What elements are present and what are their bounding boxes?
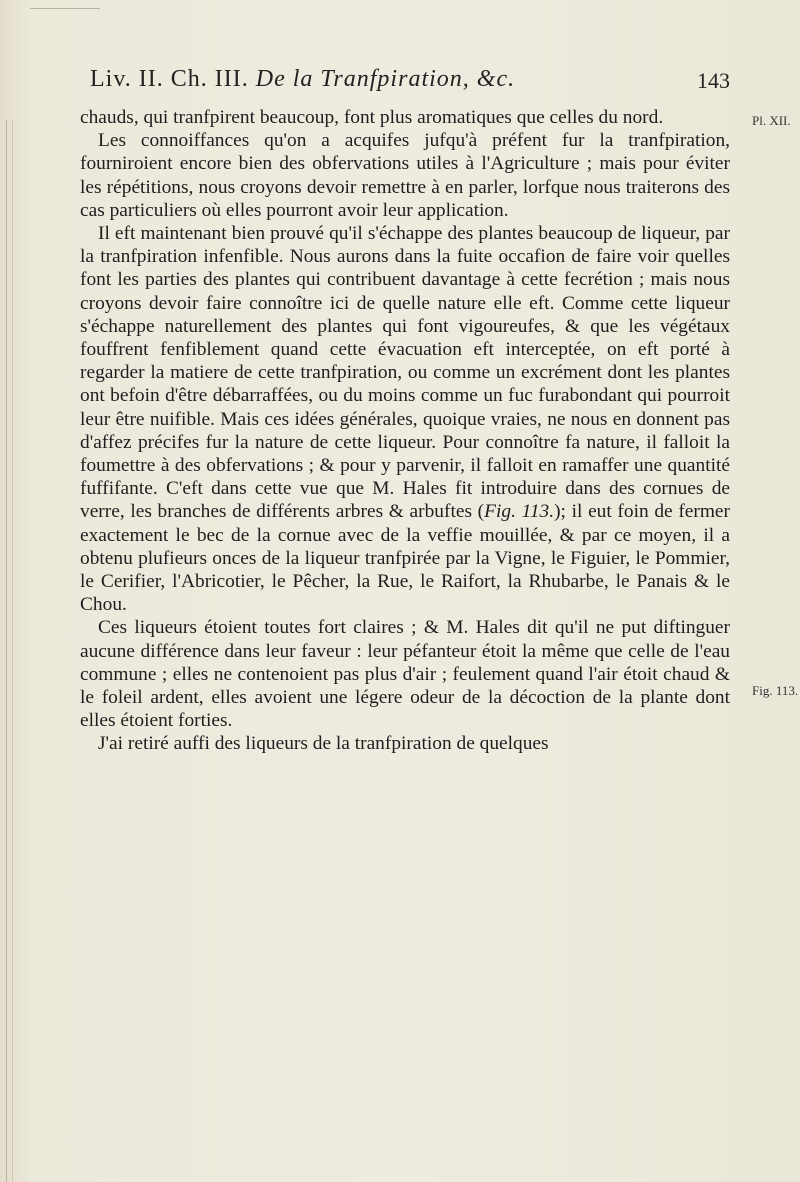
paragraph (80, 222, 730, 616)
margin-note-figure: Fig. 113. (752, 683, 799, 698)
figure-reference: Fig. 113. (484, 501, 555, 523)
running-head (90, 66, 515, 93)
paragraph: J'ai retiré auffi des liqueurs de la tranfpiration de quelques (98, 733, 549, 755)
paragraph-text: ); il eut foin de fermer exactement le bec de la cornue avec de la veffie mouillée, & par ce moyen, il a obtenu plufieurs onces de la liqueur tranfpirée par la Vigne, le Figuier, le Pommier, le Cerifier, l'Abricotier, le Pêcher, la Rue, le Raifort, la Rhubarbe, le Panais & le Chou. (80, 501, 730, 616)
gutter-line (6, 120, 7, 1182)
paragraph: Ces liqueurs étoient toutes fort claires ; & M. Hales dit qu'il ne put diftinguer aucune différence dans leur faveur : leur péfanteur étoit la même que celle de l'eau commune ; elles ne contenoient pas plus d'air ; feulement quand l'air étoit chaud & le foleil ardent, elles avoient une légere odeur de la décoction de la plante dont elles étoient forties. (80, 617, 730, 732)
margin-note-plate: Pl. XII. (752, 113, 791, 128)
page-number: 143 (697, 68, 730, 93)
running-head-text: Liv. II. Ch. III. (90, 66, 249, 92)
running-title: De la Tranfpiration, &c. (255, 66, 516, 92)
body-text (80, 106, 730, 756)
paragraph-text: Il eft maintenant bien prouvé qu'il s'échappe des plantes beaucoup de liqueur, par la tranfpiration infenfible. Nous aurons dans la fuite occafion de faire voir quelles font les parties des plantes qui contribuent davantage à cette fecrétion ; mais nous croyons devoir faire connoître ici de quelle nature elle eft. Comme cette liqueur s'échappe naturellement des plantes qui font vigoureufes, & que les végétaux fouffrent fenfiblement quand cette évacuation eft interceptée, on eft porté à regarder la matiere de cette tranfpiration, ou comme un excrément dont les plantes ont befoin d'être débarraffées, ou du moins comme un fuc furabondant qui pourroit leur être nuifible. Mais ces idées générales, quoique vraies, ne nous en donnent pas d'affez précifes fur la nature de cette liqueur. Pour connoître fa nature, il falloit la foumettre à des obfervations ; & pour y parvenir, il falloit en ramaffer une quantité fuffifante. C'eft dans cette vue que M. Hales fit introduire dans des cornues de verre, les branches de différents arbres & arbuftes ( (80, 223, 730, 523)
paragraph: chauds, qui tranfpirent beaucoup, font plus aromatiques que celles du nord. (80, 107, 664, 128)
paragraph: Les connoiffances qu'on a acquifes jufqu'à préfent fur la tranfpiration, fourniroient encore bien des obfervations utiles à l'Agriculture ; mais pour éviter les répétitions, nous croyons devoir remettre à en parler, lorfque nous traiterons des cas particuliers où elles pourront avoir leur application. (80, 130, 730, 221)
top-rule (30, 8, 100, 9)
running-header (90, 66, 730, 100)
gutter-line (12, 120, 13, 1182)
